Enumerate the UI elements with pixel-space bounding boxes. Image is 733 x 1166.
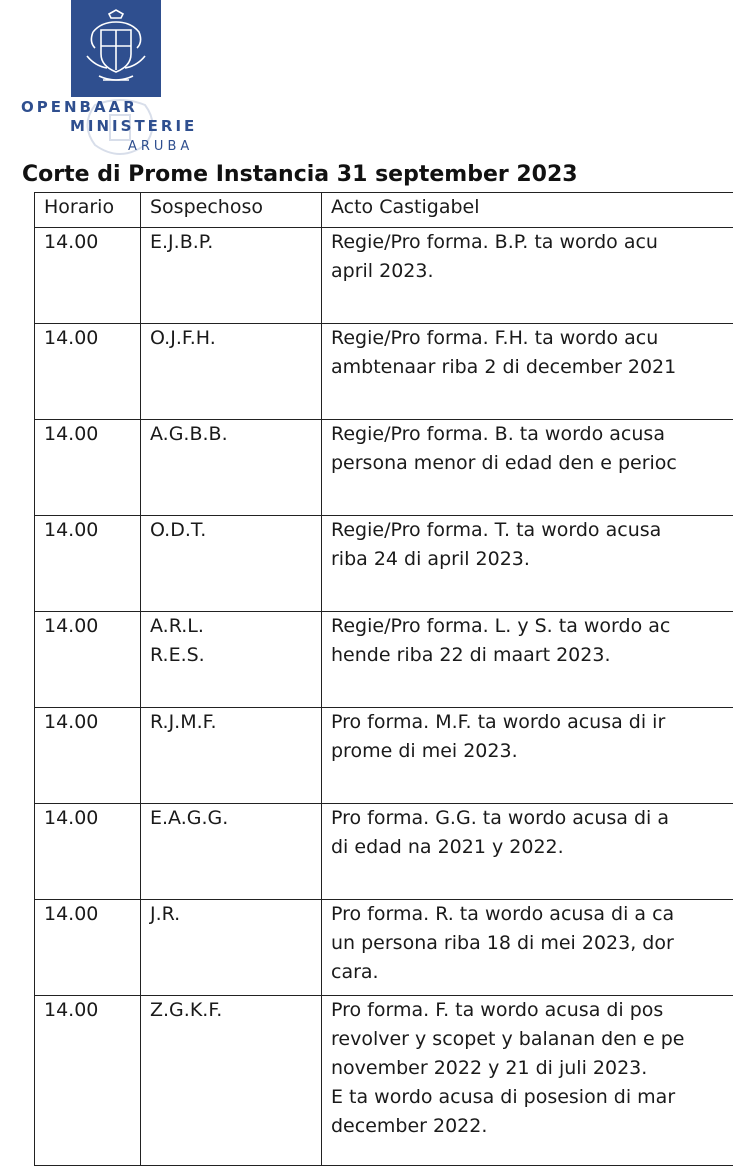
cell-offense: [322, 516, 733, 612]
offense-text-line: Regie/Pro forma. F.H. ta wordo acu: [331, 324, 733, 353]
cell-suspect: [141, 420, 322, 516]
cell-suspect: [141, 612, 322, 708]
cell-time: 14.00: [35, 996, 141, 1166]
offense-text-line: persona menor di edad den e perioc: [331, 449, 733, 478]
cell-offense: [322, 900, 733, 996]
offense-text-line: revolver y scopet y balanan den e pe: [331, 1025, 733, 1054]
offense-text-line: Pro forma. G.G. ta wordo acusa di a: [331, 804, 733, 833]
offense-text-line: ambtenaar riba 2 di december 2021: [331, 353, 733, 382]
offense-text-line: riba 24 di april 2023.: [331, 545, 733, 574]
table-row: [35, 804, 733, 900]
offense-text-line: Pro forma. M.F. ta wordo acusa di ir: [331, 708, 733, 737]
column-header-suspect: Sospechoso: [141, 193, 322, 228]
suspect-initials: O.J.F.H.: [150, 324, 321, 353]
offense-text-line: Pro forma. F. ta wordo acusa di pos: [331, 996, 733, 1025]
offense-text-line: hende riba 22 di maart 2023.: [331, 641, 733, 670]
column-header-offense: Acto Castigabel: [322, 193, 733, 228]
cell-time: 14.00: [35, 228, 141, 324]
table-row: [35, 708, 733, 804]
logo-emblem: [71, 0, 161, 97]
suspect-initials: O.D.T.: [150, 516, 321, 545]
cell-time: 14.00: [35, 324, 141, 420]
offense-text-line: cara.: [331, 958, 733, 987]
cell-time: 14.00: [35, 612, 141, 708]
suspect-initials: E.A.G.G.: [150, 804, 321, 833]
schedule-table: [34, 192, 733, 1166]
table-row: [35, 612, 733, 708]
cell-time: 14.00: [35, 900, 141, 996]
cell-suspect: [141, 228, 322, 324]
cell-suspect: [141, 996, 322, 1166]
cell-time: 14.00: [35, 420, 141, 516]
cell-offense: [322, 324, 733, 420]
cell-suspect: [141, 324, 322, 420]
cell-suspect: [141, 804, 322, 900]
cell-suspect: [141, 708, 322, 804]
org-name-line3: ARUBA: [128, 139, 193, 154]
cell-offense: [322, 996, 733, 1166]
table-row: [35, 324, 733, 420]
suspect-initials: E.J.B.P.: [150, 228, 321, 257]
cell-time: 14.00: [35, 804, 141, 900]
cell-suspect: [141, 900, 322, 996]
offense-text-line: E ta wordo acusa di posesion di mar: [331, 1083, 733, 1112]
cell-offense: [322, 228, 733, 324]
column-header-time: Horario: [35, 193, 141, 228]
suspect-initials: A.G.B.B.: [150, 420, 321, 449]
table-row: [35, 420, 733, 516]
suspect-initials: A.R.L.: [150, 612, 321, 641]
table-row: [35, 516, 733, 612]
offense-text-line: april 2023.: [331, 257, 733, 286]
suspect-initials: J.R.: [150, 900, 321, 929]
offense-text-line: Regie/Pro forma. B.P. ta wordo acu: [331, 228, 733, 257]
cell-offense: [322, 612, 733, 708]
offense-text-line: un persona riba 18 di mei 2023, dor: [331, 929, 733, 958]
offense-text-line: december 2022.: [331, 1112, 733, 1141]
offense-text-line: di edad na 2021 y 2022.: [331, 833, 733, 862]
suspect-initials: R.E.S.: [150, 641, 321, 670]
cell-offense: [322, 708, 733, 804]
org-name-line1: OPENBAAR: [21, 98, 138, 116]
coat-of-arms-icon: [79, 8, 153, 90]
table-header-row: [35, 193, 733, 228]
cell-offense: [322, 804, 733, 900]
offense-text-line: Regie/Pro forma. B. ta wordo acusa: [331, 420, 733, 449]
cell-time: 14.00: [35, 516, 141, 612]
cell-offense: [322, 420, 733, 516]
cell-time: 14.00: [35, 708, 141, 804]
suspect-initials: R.J.M.F.: [150, 708, 321, 737]
offense-text-line: november 2022 y 21 di juli 2023.: [331, 1054, 733, 1083]
cell-suspect: [141, 516, 322, 612]
table-row: [35, 900, 733, 996]
suspect-initials: Z.G.K.F.: [150, 996, 321, 1025]
org-name-line2: MINISTERIE: [70, 117, 197, 135]
offense-text-line: Regie/Pro forma. L. y S. ta wordo ac: [331, 612, 733, 641]
offense-text-line: Regie/Pro forma. T. ta wordo acusa: [331, 516, 733, 545]
table-row: [35, 996, 733, 1166]
offense-text-line: Pro forma. R. ta wordo acusa di a ca: [331, 900, 733, 929]
offense-text-line: prome di mei 2023.: [331, 737, 733, 766]
table-row: [35, 228, 733, 324]
page-title: Corte di Prome Instancia 31 september 2023: [22, 162, 578, 187]
